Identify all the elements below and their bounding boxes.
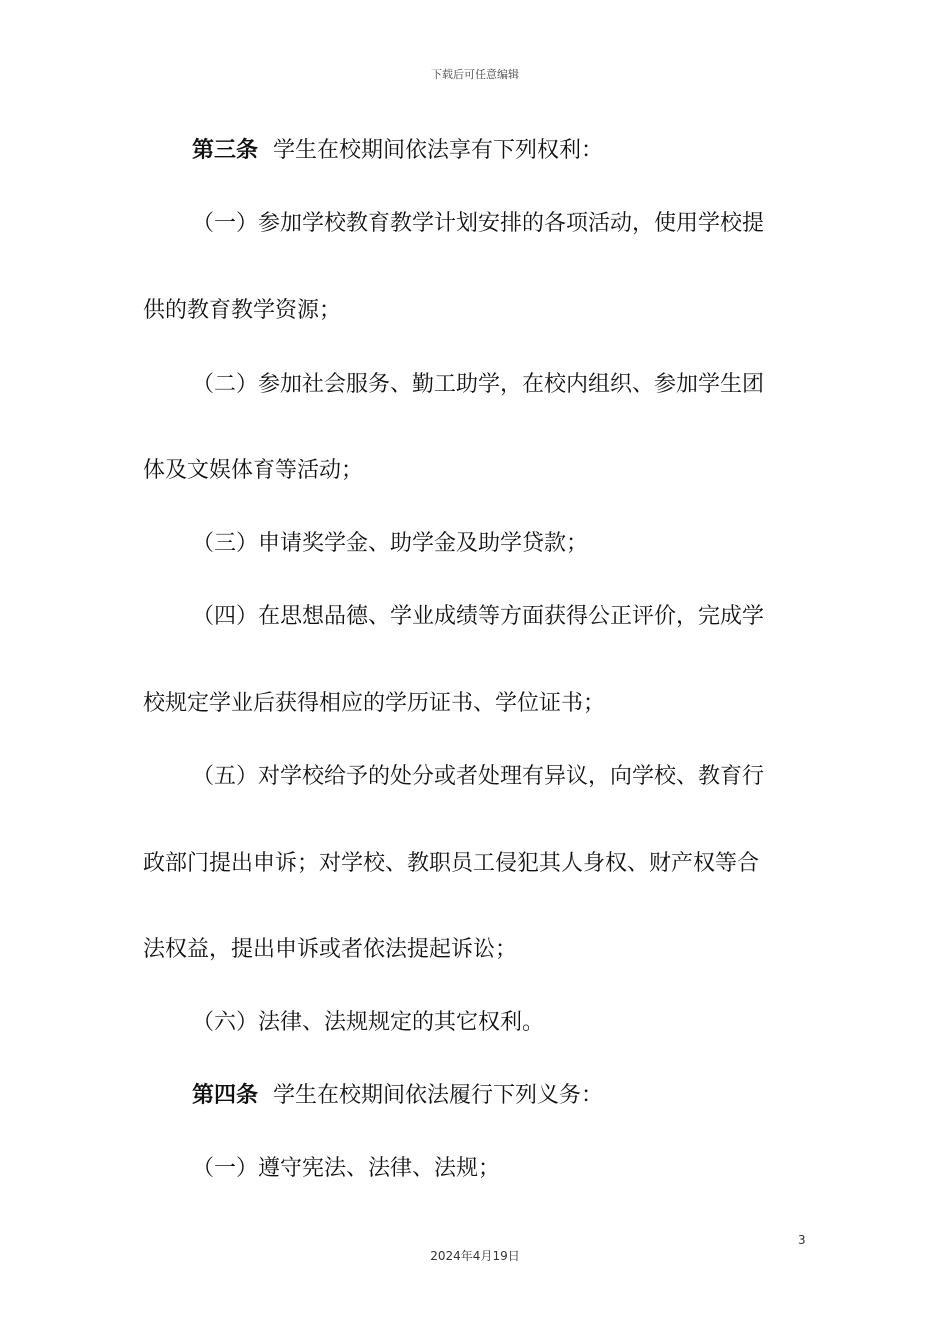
paragraph-line: 供的教育教学资源； — [143, 298, 342, 323]
article-text: 学生在校期间依法履行下列义务： — [273, 1083, 604, 1108]
article-label: 第三条 — [192, 138, 259, 163]
paragraph-line: 法权益，提出申诉或者依法提起诉讼； — [143, 937, 518, 962]
article-label: 第四条 — [192, 1083, 259, 1108]
article-text: 学生在校期间依法享有下列权利： — [273, 138, 604, 163]
paragraph-line: （六）法律、法规规定的其它权利。 — [192, 1010, 545, 1035]
paragraph-line: （四）在思想品德、学业成绩等方面获得公正评价，完成学 — [192, 604, 765, 629]
paragraph-line: （一）参加学校教育教学计划安排的各项活动，使用学校提 — [192, 211, 765, 236]
paragraph-line: 体及文娱体育等活动； — [143, 458, 364, 483]
paragraph-line: 政部门提出申诉；对学校、教职员工侵犯其人身权、财产权等合 — [143, 851, 760, 876]
paragraph-line: （五）对学校给予的处分或者处理有异议，向学校、教育行 — [192, 764, 765, 789]
paragraph-line: 校规定学业后获得相应的学历证书、学位证书； — [143, 691, 606, 716]
article-3 — [192, 136, 603, 166]
paragraph-line: （一）遵守宪法、法律、法规； — [192, 1156, 501, 1181]
paragraph-line: （二）参加社会服务、勤工助学，在校内组织、参加学生团 — [192, 372, 765, 397]
article-4 — [192, 1081, 603, 1111]
page-number: 3 — [798, 1233, 806, 1247]
page-header: 下载后可任意编辑 — [431, 68, 519, 81]
paragraph-line: （三）申请奖学金、助学金及助学贷款； — [192, 531, 589, 556]
footer-date: 2024年4月19日 — [430, 1249, 520, 1263]
